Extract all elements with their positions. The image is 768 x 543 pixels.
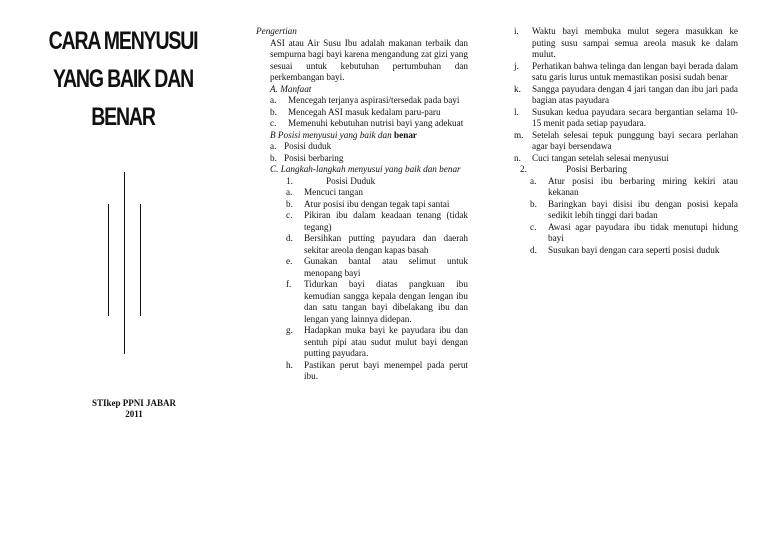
list-item-text: Atur posisi ibu berbaring miring kekiri atau kekanan xyxy=(548,175,738,197)
list-item-label: j. xyxy=(514,60,519,71)
list-item xyxy=(514,107,738,130)
list-item-label: m. xyxy=(514,129,524,140)
list-item-text: Gunakan bantal atau selimut untuk menopang bayi xyxy=(304,256,468,278)
list-item-label: a. xyxy=(530,175,537,186)
list-item-label: i. xyxy=(514,26,519,36)
brochure-title xyxy=(41,22,205,136)
list-item-text: Pikiran ibu dalam keadaan tenang (tidak tegang) xyxy=(304,210,468,232)
list-item xyxy=(286,210,468,233)
list-item-text: Perhatikan bahwa telinga dan lengan bayi berada dalam satu garis lurus untuk memastikan posisi sudah benar xyxy=(532,60,738,82)
posisi-heading-bold: benar xyxy=(394,129,417,140)
list-item-label: c. xyxy=(286,210,293,220)
berbaring-list xyxy=(514,176,738,257)
list-item-text: Tidurkan bayi diatas pangkuan ibu kemudian sangga kepala dengan lengan ibu dan satu tangan bayi dibelakang ibu dan lengan yang lainnya didepan. xyxy=(304,279,468,324)
list-item-label: l. xyxy=(514,106,519,117)
list-item xyxy=(270,95,468,107)
divider-line xyxy=(124,172,125,354)
footer-line-1: STIkep PPNI JABAR xyxy=(91,398,176,408)
list-item-text: Memenuhi kebutuhan nutrisi bayi yang adekuat xyxy=(288,118,464,128)
footer-line-2: 2011 xyxy=(125,409,143,419)
list-item xyxy=(530,199,738,222)
section-heading-pengertian: Pengertian xyxy=(256,26,297,36)
list-item xyxy=(286,279,468,325)
list-item-text: Mencegah ASI masuk kedalam paru-paru xyxy=(288,106,441,117)
list-item xyxy=(270,107,468,119)
list-item xyxy=(514,61,738,84)
subheading-posisi-duduk xyxy=(270,176,468,188)
posisi-list xyxy=(270,141,468,164)
list-item xyxy=(286,325,468,360)
list-item-text: Pastikan perut bayi menempel pada perut ibu. xyxy=(304,359,468,381)
list-item-label: d. xyxy=(286,233,293,243)
list-item-text: Susukan bayi dengan cara seperti posisi duduk xyxy=(548,244,720,255)
list-item-text: Atur posisi ibu dengan tegak tapi santai xyxy=(304,198,450,209)
list-item xyxy=(514,26,738,61)
footer-institution xyxy=(74,398,194,420)
list-item-label: b. xyxy=(530,198,537,209)
list-item-label: e. xyxy=(286,256,293,266)
list-item-text: Mencuci tangan xyxy=(304,187,363,197)
right-column xyxy=(514,26,738,256)
divider-line xyxy=(140,204,141,316)
list-item-text: Posisi berbaring xyxy=(284,152,344,163)
list-item-text: Waktu bayi membuka mulut segera masukkan ke puting susu sampai semua areola masuk ke dalam mulut. xyxy=(532,26,738,59)
list-item xyxy=(286,256,468,279)
subheading-number: 2. xyxy=(520,164,527,174)
posisi-heading-text: B Posisi menyusui yang baik dan xyxy=(270,129,395,140)
list-item-label: a. xyxy=(270,141,277,151)
list-item xyxy=(514,153,738,165)
list-item-label: b. xyxy=(286,198,293,209)
subheading-title: Posisi Duduk xyxy=(326,175,376,186)
section-heading-langkah: C. Langkah-langkah menyusui yang baik dan benar xyxy=(270,164,461,174)
list-item xyxy=(286,199,468,211)
list-item-text: Baringkan bayi disisi ibu dengan posisi kepala sedikit lebih tinggi dari badan xyxy=(548,198,738,220)
list-item-text: Awasi agar payudara ibu tidak menutupi hidung bayi xyxy=(548,221,738,243)
list-item-text: Hadapkan muka bayi ke payudara ibu dan sentuh pipi atau sudut mulut bayi dengan putting payudara. xyxy=(304,325,468,358)
list-item xyxy=(514,130,738,153)
list-item-label: d. xyxy=(530,244,537,255)
list-item-text: Sangga payudara dengan 4 jari tangan dan ibu jari pada bagian atas payudara xyxy=(532,83,738,105)
list-item-label: a. xyxy=(286,187,293,197)
list-item-label: c. xyxy=(530,221,537,232)
divider-line xyxy=(108,204,109,316)
list-item-label: f. xyxy=(286,279,292,289)
list-item xyxy=(270,141,468,153)
list-item xyxy=(530,176,738,199)
list-item-label: k. xyxy=(514,83,521,94)
list-item-label: b. xyxy=(270,152,277,163)
list-item-text: Mencegah terjanya aspirasi/tersedak pada bayi xyxy=(288,95,460,105)
list-item-text: Posisi duduk xyxy=(284,141,332,151)
list-item-text: Susukan kedua payudara secara bergantian selama 10-15 menit pada setiap payudara. xyxy=(532,106,738,128)
list-item xyxy=(286,233,468,256)
subheading-posisi-berbaring xyxy=(514,164,738,176)
section-heading-posisi xyxy=(270,130,468,142)
manfaat-list xyxy=(270,95,468,130)
section-heading-manfaat: A. Manfaat xyxy=(270,83,312,94)
list-item xyxy=(270,153,468,165)
list-item xyxy=(270,118,468,130)
list-item-label: h. xyxy=(286,359,293,370)
langkah-lanjut-list xyxy=(514,26,738,164)
list-item-text: Cuci tangan setelah selesai menyusui xyxy=(532,152,669,163)
list-item-label: a. xyxy=(270,95,277,105)
list-item xyxy=(286,360,468,383)
list-item-label: b. xyxy=(270,106,277,117)
list-item xyxy=(286,187,468,199)
middle-column xyxy=(256,26,468,383)
title-line-1: CARA MENYUSUI xyxy=(48,27,198,55)
list-item-text: Bersihkan putting payudara dan daerah sekitar areola dengan kapas basah xyxy=(304,233,468,255)
list-item-label: n. xyxy=(514,152,521,163)
langkah-list xyxy=(270,187,468,383)
subheading-number: 1. xyxy=(286,175,293,186)
subheading-title: Posisi Berbaring xyxy=(566,164,627,174)
list-item xyxy=(514,84,738,107)
list-item-text: Setelah selesai tepuk punggung bayi secara perlahan agar bayi bersendawa xyxy=(532,129,738,151)
list-item-label: g. xyxy=(286,325,293,335)
list-item-label: c. xyxy=(270,118,277,128)
list-item xyxy=(530,245,738,257)
definition-paragraph: ASI atau Air Susu Ibu adalah makanan terbaik dan sempurna bagi bayi karena mengandung zat gizi yang sesuai untuk kebutuhan pertumbuhan dan perkembangan bayi. xyxy=(270,37,468,82)
title-line-2: YANG BAIK DAN BENAR xyxy=(52,65,194,131)
list-item xyxy=(530,222,738,245)
